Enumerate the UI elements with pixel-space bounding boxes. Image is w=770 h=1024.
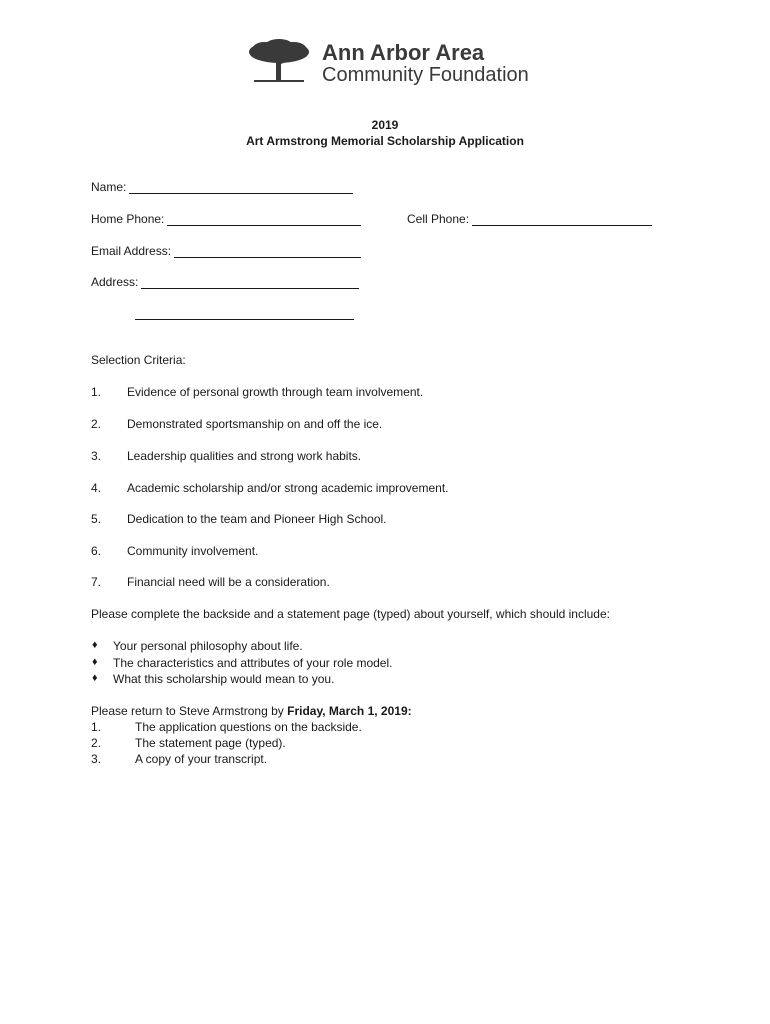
criteria-item: Evidence of personal growth through team involvement. — [127, 385, 424, 399]
return-number: 1. — [91, 720, 102, 734]
criteria-item: Demonstrated sportsmanship on and off the ice. — [127, 417, 383, 431]
cell-phone-label: Cell Phone: — [407, 212, 470, 226]
criteria-number: 1. — [91, 385, 102, 399]
statement-bullet: Your personal philosophy about life. — [113, 639, 303, 653]
document-year: 2019 — [371, 118, 399, 132]
address-second-line[interactable] — [135, 318, 354, 320]
foundation-logo — [246, 38, 546, 90]
criteria-item: Leadership qualities and strong work habits. — [127, 449, 362, 463]
return-item: The statement page (typed). — [135, 736, 286, 750]
document-title: Art Armstrong Memorial Scholarship Application — [246, 134, 524, 148]
cell-phone-field[interactable] — [407, 212, 652, 226]
diamond-bullet-icon: ♦ — [92, 639, 98, 651]
name-field[interactable] — [91, 180, 353, 194]
logo-title-line1: Ann Arbor Area — [322, 40, 485, 65]
home-phone-field[interactable] — [91, 212, 361, 226]
return-deadline: Friday, March 1, 2019: — [287, 704, 412, 718]
statement-bullet: What this scholarship would mean to you. — [113, 672, 335, 686]
criteria-number: 3. — [91, 449, 102, 463]
home-phone-input-line[interactable] — [167, 213, 361, 226]
criteria-number: 4. — [91, 481, 102, 495]
criteria-item: Financial need will be a consideration. — [127, 575, 330, 589]
return-intro: Please return to Steve Armstrong by — [91, 704, 288, 718]
return-instructions — [91, 704, 412, 718]
statement-intro: Please complete the backside and a statement page (typed) about yourself, which should include: — [91, 607, 610, 621]
address-field[interactable] — [91, 275, 359, 289]
criteria-item: Community involvement. — [127, 544, 259, 558]
criteria-item: Dedication to the team and Pioneer High School. — [127, 512, 387, 526]
criteria-heading: Selection Criteria: — [91, 353, 186, 367]
return-number: 3. — [91, 752, 102, 766]
criteria-number: 7. — [91, 575, 102, 589]
address-input-line[interactable] — [141, 276, 359, 289]
statement-bullet: The characteristics and attributes of your role model. — [113, 656, 393, 670]
name-label: Name: — [91, 180, 127, 194]
email-label: Email Address: — [91, 244, 172, 258]
return-item: The application questions on the backside. — [135, 720, 362, 734]
email-field[interactable] — [91, 244, 361, 258]
diamond-bullet-icon: ♦ — [92, 672, 98, 684]
logo-title-line2: Community Foundation — [322, 64, 529, 86]
return-item: A copy of your transcript. — [135, 752, 268, 766]
criteria-number: 6. — [91, 544, 102, 558]
diamond-bullet-icon: ♦ — [92, 656, 98, 668]
criteria-number: 2. — [91, 417, 102, 431]
tree-icon — [246, 38, 312, 88]
name-input-line[interactable] — [129, 181, 353, 194]
email-input-line[interactable] — [174, 245, 361, 258]
cell-phone-input-line[interactable] — [472, 213, 652, 226]
address-label: Address: — [91, 275, 139, 289]
criteria-number: 5. — [91, 512, 102, 526]
criteria-item: Academic scholarship and/or strong academic improvement. — [127, 481, 449, 495]
home-phone-label: Home Phone: — [91, 212, 165, 226]
return-number: 2. — [91, 736, 102, 750]
